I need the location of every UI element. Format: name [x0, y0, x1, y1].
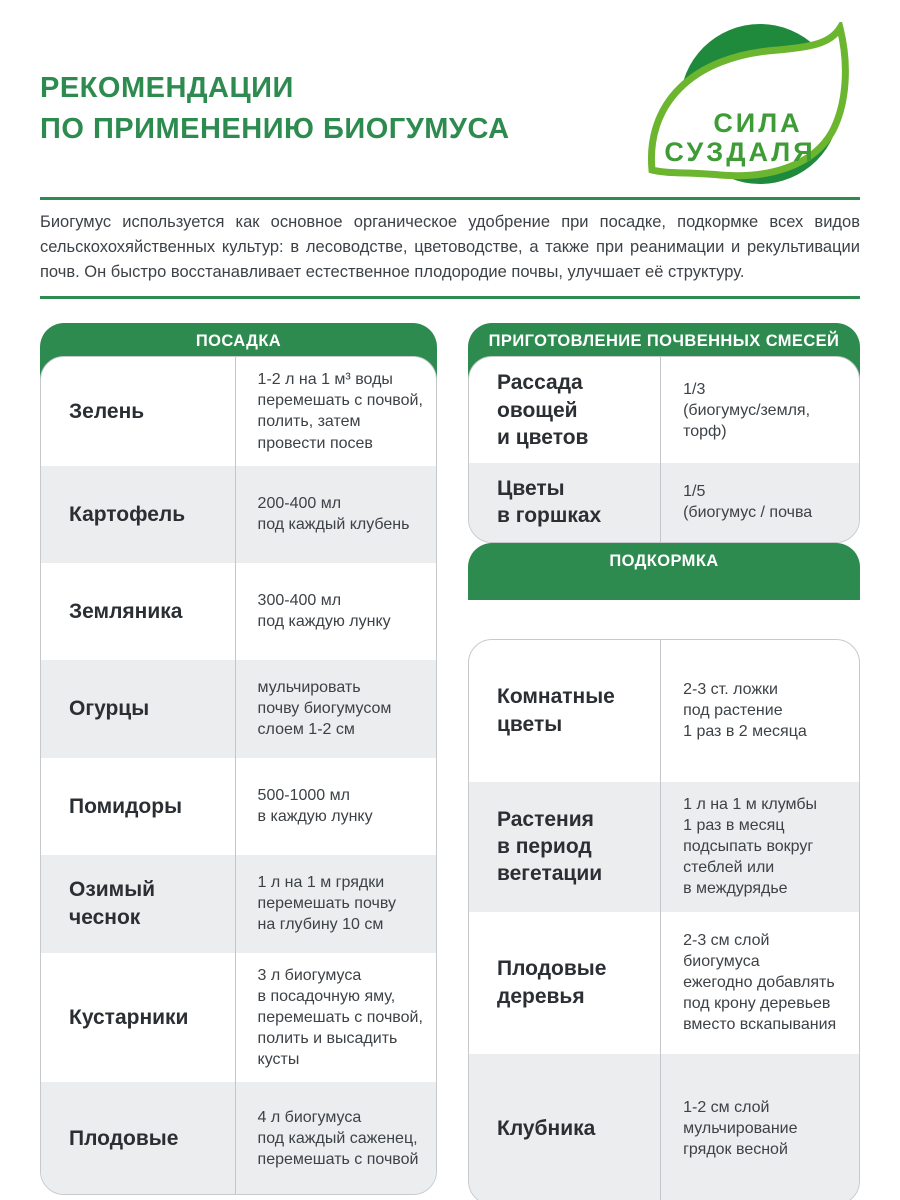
crop-instruction: 1/3 (биогумус/земля, торф) — [660, 357, 859, 463]
tables-area — [40, 323, 860, 1200]
table-row — [41, 357, 436, 465]
column-right — [468, 323, 860, 1200]
crop-name: Плодовые деревья — [497, 957, 607, 1008]
table-row — [41, 660, 436, 758]
crop-instruction: 500-1000 мл в каждую лунку — [235, 758, 436, 855]
crop-instruction: 4 л биогумуса под каждый саженец, перемешать с почвой — [235, 1082, 436, 1194]
table-podkormka-body — [468, 639, 860, 1200]
crop-name: Помидоры — [69, 794, 183, 818]
divider-bottom — [40, 296, 860, 299]
table-row — [469, 640, 859, 782]
crop-name: Рассада овощей и цветов — [497, 371, 589, 449]
table-row — [41, 855, 436, 953]
crop-instruction: 2-3 см слой биогумуса ежегодно добавлять под крону деревьев вместо вскапывания — [660, 912, 859, 1054]
page-title — [40, 68, 510, 149]
brand-logo — [628, 22, 860, 187]
page-title-line2: ПО ПРИМЕНЕНИЮ БИОГУМУСА — [40, 112, 510, 145]
page-header — [40, 22, 860, 187]
table-posadka-body — [40, 356, 437, 1195]
table-podkormka-header: ПОДКОРМКА — [468, 543, 860, 600]
crop-instruction: мульчировать почву биогумусом слоем 1-2 см — [235, 660, 436, 758]
crop-name: Цветы в горшках — [497, 477, 602, 528]
crop-name: Огурцы — [69, 697, 150, 721]
crop-instruction: 1 л на 1 м грядки перемешать почву на глубину 10 см — [235, 855, 436, 953]
crop-name: Плодовые — [69, 1126, 179, 1150]
table-posadka — [40, 323, 437, 1195]
crop-name: Картофель — [69, 502, 186, 526]
table-row — [41, 563, 436, 660]
crop-name: Растения в период вегетации — [497, 807, 603, 886]
crop-name: Земляника — [69, 599, 183, 623]
table-podkormka — [468, 543, 860, 1200]
table-row — [469, 463, 859, 542]
crop-name: Зелень — [69, 399, 145, 423]
crop-instruction: 1-2 л на 1 м³ воды перемешать с почвой, полить, затем провести посев — [235, 357, 436, 465]
crop-instruction: 300-400 мл под каждую лунку — [235, 563, 436, 660]
crop-name: Комнатные цветы — [497, 685, 615, 736]
table-smesi-body — [468, 356, 860, 542]
crop-name: Озимый чеснок — [69, 878, 156, 929]
crop-name: Клубника — [497, 1117, 596, 1141]
table-row — [41, 466, 436, 563]
crop-instruction: 1 л на 1 м клумбы 1 раз в месяц подсыпать вокруг стеблей или в междурядье — [660, 782, 859, 912]
crop-name: Кустарники — [69, 1005, 189, 1029]
table-row — [469, 912, 859, 1054]
logo-text-line2: СУЗДАЛЯ — [664, 137, 816, 167]
column-left — [40, 323, 437, 1200]
crop-instruction: 200-400 мл под каждый клубень — [235, 466, 436, 563]
table-row — [469, 782, 859, 912]
table-row — [469, 1054, 859, 1200]
intro-paragraph: Биогумус используется как основное органическое удобрение при посадке, подкормке всех видов сельскохохяйственных культур: в лесоводстве, цветоводстве, а также при реанимации и рекультивации почв. Он быстро восстанавливает естественное плодородие почвы, улучшает её структуру. — [40, 213, 860, 281]
table-row — [41, 953, 436, 1083]
divider-top — [40, 197, 860, 200]
crop-instruction: 1/5 (биогумус / почва — [660, 463, 859, 542]
crop-instruction: 3 л биогумуса в посадочную яму, перемешать с почвой, полить и высадить кусты — [235, 953, 436, 1083]
table-row — [41, 758, 436, 855]
crop-instruction: 1-2 см слой мульчирование грядок весной — [660, 1054, 859, 1200]
leaf-logo-icon — [628, 22, 860, 187]
crop-instruction: 2-3 ст. ложки под растение 1 раз в 2 месяца — [660, 640, 859, 782]
table-smesi-header: ПРИГОТОВЛЕНИЕ ПОЧВЕННЫХ СМЕСЕЙ — [468, 323, 860, 380]
logo-text-line1: СИЛА — [713, 108, 803, 138]
table-row — [469, 357, 859, 463]
page-title-line1: РЕКОМЕНДАЦИИ — [40, 72, 294, 104]
table-row — [41, 1082, 436, 1194]
table-posadka-header: ПОСАДКА — [40, 323, 437, 380]
table-smesi — [468, 323, 860, 542]
